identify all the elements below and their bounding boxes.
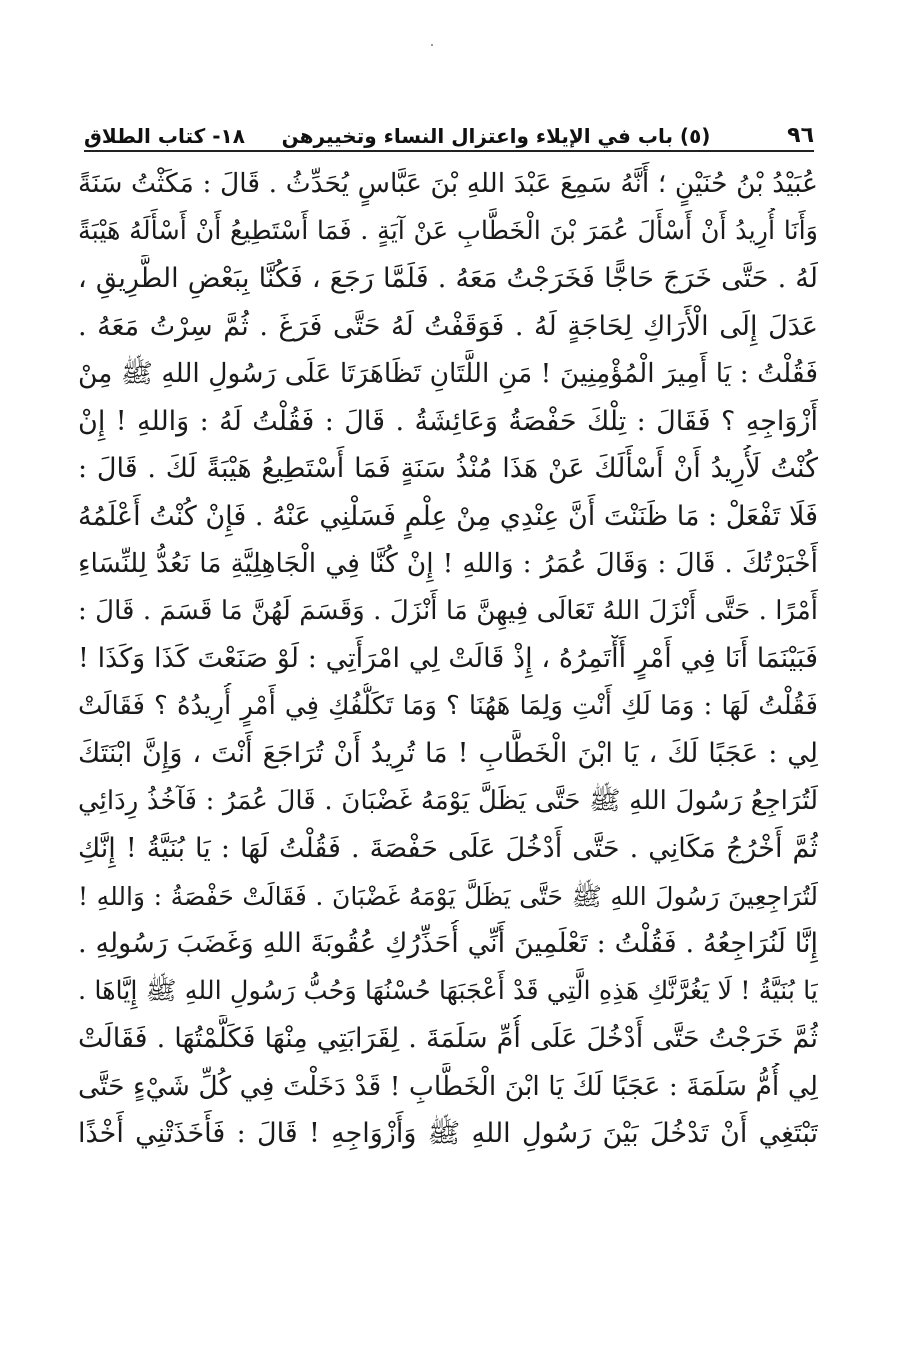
page-header [84,108,814,148]
text-line: أَمْرًا . حَتَّى أَنْزَلَ اللهُ تَعَالَى فِيهِنَّ مَا أَنْزَلَ . وَقَسَمَ لَهُنَّ مَا قَسَمَ . قَالَ : [78,595,818,626]
text-line: أَزْوَاجِهِ ؟ فَقَالَ : تِلْكَ حَفْصَةُ وَعَائِشَةُ . قَالَ : فَقُلْتُ لَهُ : وَاللهِ ! إِنْ [78,405,818,437]
text-line: وَأَنَا أُرِيدُ أَنْ أَسْأَلَ عُمَرَ بْنَ الْخَطَّابِ عَنْ آيَةٍ . فَمَا أَسْتَطِيعُ أَنْ أَسْأَلَهُ هَيْبَةً [78,215,818,246]
text-line: يَا بُنَيَّةُ ! لَا يَغُرَّنَّكِ هَذِهِ الَّتِي قَدْ أَعْجَبَهَا حُسْنُهَا وَحُبُّ رَسُولِ اللهِ ﷺ إِيَّاهَا . [78,975,818,1006]
text-line: عَدَلَ إِلَى الْأَرَاكِ لِحَاجَةٍ لَهُ . فَوَقَفْتُ لَهُ حَتَّى فَرَغَ . ثُمَّ سِرْتُ مَعَهُ . [78,310,818,342]
text-line: إِنَّا لَنُرَاجِعُهُ . فَقُلْتُ : تَعْلَمِينَ أَنِّي أُحَذِّرُكِ عُقُوبَةَ اللهِ وَغَضَبَ رَسُولِهِ . [78,928,818,959]
text-line: لَتُرَاجِعِينَ رَسُولَ اللهِ ﷺ حَتَّى يَظَلَّ يَوْمَهُ غَضْبَانَ . فَقَالَتْ حَفْصَةُ : وَاللهِ ! [78,881,818,911]
chapter-title: (٥) باب في الإيلاء واعتزال النساء وتخييرهن [281,124,711,148]
text-line: لَهُ . حَتَّى خَرَجَ حَاجًّا فَخَرَجْتُ مَعَهُ . فَلَمَّا رَجَعَ ، فَكُنَّا بِبَعْضِ الطَّرِيقِ ، [78,263,818,294]
text-line: ثُمَّ خَرَجْتُ حَتَّى أَدْخُلَ عَلَى أُمِّ سَلَمَةَ . لِقَرَابَتِي مِنْهَا فَكَلَّمْتُهَا . فَقَالَتْ [78,1023,818,1054]
text-line: لِي : عَجَبًا لَكَ ، يَا ابْنَ الْخَطَّابِ ! مَا تُرِيدُ أَنْ تُرَاجَعَ أَنْتَ ، وَإِنَّ ابْنَتَكَ [78,738,818,769]
body-text [78,160,818,1158]
text-line: فَبَيْنَمَا أَنَا فِي أَمْرٍ أَأْتَمِرُهُ ، إِذْ قَالَتْ لِي امْرَأَتِي : لَوْ صَنَعْتَ كَذَا وَكَذَا ! [78,643,818,674]
text-line: لِي أُمُّ سَلَمَةَ : عَجَبًا لَكَ يَا ابْنَ الْخَطَّابِ ! قَدْ دَخَلْتَ فِي كُلِّ شَيْءٍ حَتَّى [78,1070,818,1102]
text-line: فَلَا تَفْعَلْ : مَا ظَنَنْتَ أَنَّ عِنْدِي مِنْ عِلْمٍ فَسَلْنِي عَنْهُ . فَإِنْ كُنْتُ أَعْلَمُهُ [78,500,818,532]
text-line: عُبَيْدُ بْنُ حُنَيْنٍ ؛ أَنَّهُ سَمِعَ عَبْدَ اللهِ بْنَ عَبَّاسٍ يُحَدِّثُ . قَالَ : مَكَثْتُ سَنَةً [78,168,818,199]
text-line: فَقُلْتُ : يَا أَمِيرَ الْمُؤْمِنِينَ ! مَنِ اللَّتَانِ تَظَاهَرَتَا عَلَى رَسُولِ اللهِ ﷺ مِنْ [78,358,818,389]
text-line: تَبْتَغِي أَنْ تَدْخُلَ بَيْنَ رَسُولِ اللهِ ﷺ وَأَزْوَاجِهِ ! قَالَ : فَأَخَذَتْنِي أَخْذًا [78,1118,818,1149]
book-title: ١٨- كتاب الطلاق [84,124,245,148]
text-line: ثُمَّ أَخْرُجُ مَكَانِي . حَتَّى أَدْخُلَ عَلَى حَفْصَةَ . فَقُلْتُ لَهَا : يَا بُنَيَّةُ ! إِنَّكِ [78,833,818,864]
text-line: أَخْبَرْتُكَ . قَالَ : وَقَالَ عُمَرُ : وَاللهِ ! إِنْ كُنَّا فِي الْجَاهِلِيَّةِ مَا نَعُدُّ لِلنِّسَاءِ [78,548,818,579]
page-number: ٩٦ [787,123,814,148]
text-line: كُنْتُ لَأُرِيدُ أَنْ أَسْأَلَكَ عَنْ هَذَا مُنْذُ سَنَةٍ فَمَا أَسْتَطِيعُ هَيْبَةً لَكَ . قَالَ : [78,453,818,484]
text-line: فَقُلْتُ لَهَا : وَمَا لَكِ أَنْتِ وَلِمَا هَهُنَا ؟ وَمَا تَكَلُّفُكِ فِي أَمْرٍ أُرِيدُهُ ؟ فَقَالَتْ [78,690,818,721]
header-rule [84,150,814,152]
text-line: لَتُرَاجِعُ رَسُولَ اللهِ ﷺ حَتَّى يَظَلَّ يَوْمَهُ غَضْبَانَ . قَالَ عُمَرُ : فَآخُذُ رِدَائِي [78,785,818,816]
scan-speck [431,44,433,46]
